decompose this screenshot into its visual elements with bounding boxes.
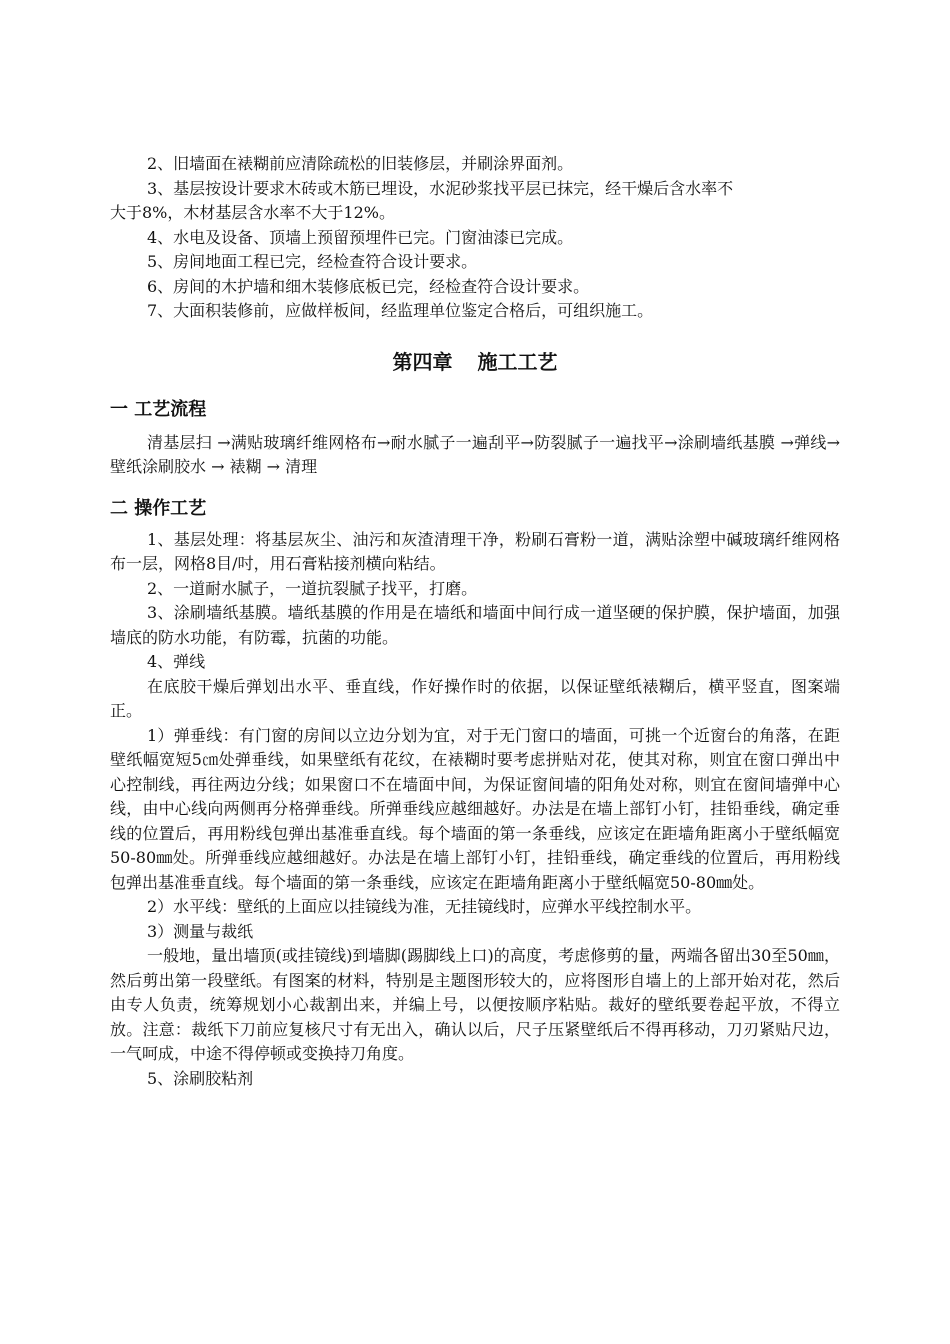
operation-paragraph: 3、涂刷墙纸基膜。墙纸基膜的作用是在墙纸和墙面中间行成一道坚硬的保护膜，保护墙面，加强墙底的防水功能，有防霉，抗菌的功能。	[110, 603, 840, 647]
chapter-title: 第四章 施工工艺	[392, 349, 558, 374]
operation-paragraph: 5、涂刷胶粘剂	[147, 1068, 254, 1088]
prereq-item-6: 6、房间的木护墙和细木装修底板已完，经检查符合设计要求。	[147, 276, 590, 296]
prereq-item-4: 4、水电及设备、顶墙上预留预埋件已完。门窗油漆已完成。	[147, 227, 574, 247]
prereq-item-5: 5、房间地面工程已完，经检查符合设计要求。	[147, 252, 478, 271]
prereq-item-3-cont: 大于8%，木材基层含水率不大于12%。	[110, 203, 395, 222]
section-heading-operation: 二 操作工艺	[110, 497, 207, 519]
operation-paragraph: 2）水平线：壁纸的上面应以挂镜线为准，无挂镜线时，应弹水平线控制水平。	[147, 897, 702, 916]
operation-paragraph: 1）弹垂线：有门窗的房间以立边分划为宜，对于无门窗口的墙面，可挑一个近窗台的角落，在距壁纸幅宽短5㎝处弹垂线，如果壁纸有花纹，在裱糊时要考虑拼贴对花，使其对称，则宜在窗口弹出中心控制线，再往两边分线；如果窗口不在墙面中间，为保证窗间墙的阳角处对称，则宜在窗间墙弹中心线，由中心线向两侧再分格弹垂线。所弹垂线应越细越好。办法是在墙上部钉小钉，挂铅垂线，确定垂线的位置后，再用粉线包弹出基准垂直线。每个墙面的第一条垂线，应该定在距墙角距离小于壁纸幅宽50-80㎜处。所弹垂线应越细越好。办法是在墙上部钉小钉，挂铅垂线，确定垂线的位置后，再用粉线包弹出基准垂直线。每个墙面的第一条垂线，应该定在距墙角距离小于壁纸幅宽50-80㎜处。	[110, 725, 840, 892]
operation-paragraph: 一般地，量出墙顶(或挂镜线)到墙脚(踢脚线上口)的高度，考虑修剪的量，两端各留出30至50㎜，然后剪出第一段壁纸。有图案的材料，特别是主题图形较大的，应将图形自墙上的上部开始对花，然后由专人负责，统筹规划小心裁割出来，并编上号，以便按顺序粘贴。裁好的壁纸要卷起平放，不得立放。注意：裁纸下刀前应复核尺寸有无出入，确认以后，尺子压紧壁纸后不得再移动，刀刃紧贴尺边，一气呵成，中途不得停顿或变换持刀角度。	[110, 946, 840, 1063]
prereq-item-7: 7、大面积装修前，应做样板间，经监理单位鉴定合格后，可组织施工。	[147, 301, 654, 320]
operation-paragraph: 1、基层处理：将基层灰尘、油污和灰渣清理干净，粉刷石膏粉一道，满贴涂塑中碱玻璃纤维网格布一层，网格8目/吋，用石膏粘接剂横向粘结。	[110, 529, 840, 573]
prereq-item-2: 2、旧墙面在裱糊前应清除疏松的旧装修层，并刷涂界面剂。	[147, 154, 574, 173]
process-flow-text: 清基层扫 →满贴玻璃纤维网格布→耐水腻子一遍刮平→防裂腻子一遍找平→涂刷墙纸基膜 →弹线→壁纸涂刷胶水 → 裱糊 → 清理	[110, 432, 840, 476]
section-heading-process-flow: 一 工艺流程	[110, 398, 207, 420]
operation-paragraph: 4、弹线	[147, 652, 206, 671]
operation-paragraph: 2、一道耐水腻子，一道抗裂腻子找平，打磨。	[147, 578, 478, 598]
operation-paragraph: 在底胶干燥后弹划出水平、垂直线，作好操作时的依据，以保证壁纸裱糊后，横平竖直，图案端正。	[110, 676, 840, 720]
prereq-item-3: 3、基层按设计要求木砖或木筋已埋设，水泥砂浆找平层已抹完，经干燥后含水率不	[147, 178, 734, 198]
operation-paragraph: 3）测量与裁纸	[147, 921, 254, 941]
document-page	[110, 152, 840, 1091]
